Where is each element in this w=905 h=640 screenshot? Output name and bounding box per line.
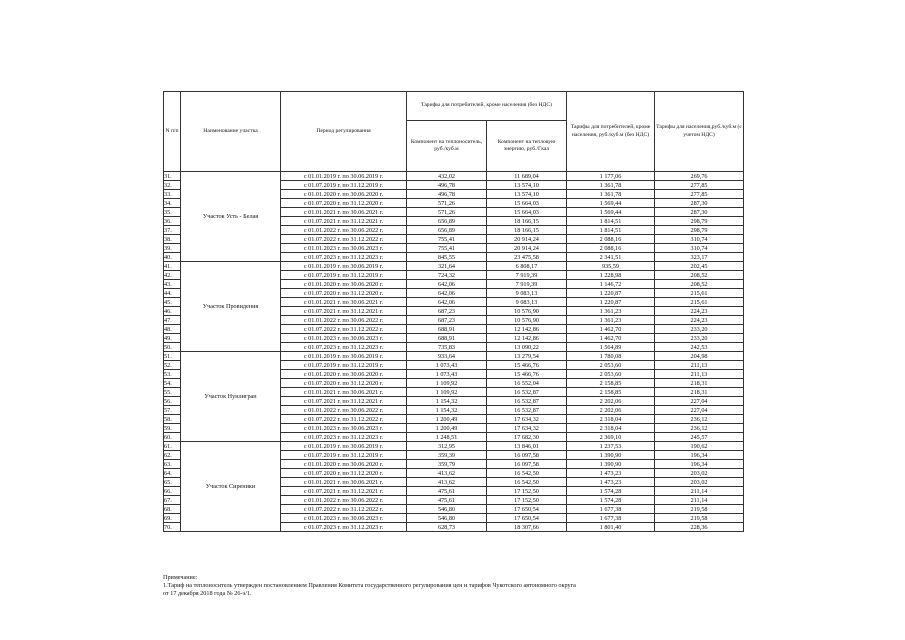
tariff-pop-cell: 269,76 <box>655 172 744 181</box>
component-carrier-cell: 1 109,92 <box>407 379 487 388</box>
header-group: Тарифы для потребителей, кроме населения (без НДС) <box>407 92 567 121</box>
tariff-pop-cell: 218,31 <box>655 388 744 397</box>
row-number: 66. <box>164 487 181 496</box>
component-carrier-cell: 359,39 <box>407 451 487 460</box>
component-carrier-cell: 656,89 <box>407 217 487 226</box>
component-carrier-cell: 642,06 <box>407 280 487 289</box>
row-number: 38. <box>164 235 181 244</box>
component-carrier-cell: 546,80 <box>407 514 487 523</box>
tariff-pop-cell: 298,79 <box>655 226 744 235</box>
tariff-pop-cell: 277,85 <box>655 190 744 199</box>
row-number: 35. <box>164 208 181 217</box>
row-number: 41. <box>164 262 181 271</box>
component-energy-cell: 17 650,54 <box>487 505 567 514</box>
tariff-table <box>163 91 744 532</box>
tariff-pop-cell: 203,02 <box>655 469 744 478</box>
tariff-pop-cell: 215,61 <box>655 289 744 298</box>
component-carrier-cell: 321,64 <box>407 262 487 271</box>
tariff-pop-cell: 196,34 <box>655 451 744 460</box>
component-carrier-cell: 496,78 <box>407 190 487 199</box>
tariff-pop-cell: 224,23 <box>655 307 744 316</box>
component-carrier-cell: 546,80 <box>407 505 487 514</box>
table-row <box>164 442 744 451</box>
header-row <box>164 92 744 121</box>
component-carrier-cell: 755,41 <box>407 235 487 244</box>
period-cell: с 01.07.2020 г. по 31.12.2020 г. <box>281 379 407 388</box>
component-carrier-cell: 642,06 <box>407 289 487 298</box>
row-number: 63. <box>164 460 181 469</box>
period-cell: с 01.01.2022 г. по 30.06.2022 г. <box>281 226 407 235</box>
component-energy-cell: 17 634,32 <box>487 424 567 433</box>
period-cell: с 01.07.2022 г. по 31.12.2022 г. <box>281 325 407 334</box>
period-cell: с 01.07.2023 г. по 31.12.2023 г. <box>281 523 407 532</box>
tariff-nonpop-cell: 1 574,28 <box>567 496 655 505</box>
period-cell: с 01.07.2019 г. по 31.12.2019 г. <box>281 271 407 280</box>
tariff-pop-cell: 208,52 <box>655 271 744 280</box>
tariff-nonpop-cell: 2 088,16 <box>567 244 655 253</box>
notes-line-1: 1.Тариф на теплоноситель утвержден постановлением Правления Комитета государственного регулирования цен и тарифов Чукотского автономного округа <box>163 582 576 589</box>
component-carrier-cell: 413,62 <box>407 478 487 487</box>
header-tariff-nonpop: Тарифы для потребителей, кроме населения, руб./куб.м (без НДС) <box>567 92 655 172</box>
period-cell: с 01.07.2021 г. по 31.12.2021 г. <box>281 217 407 226</box>
component-energy-cell: 11 689,04 <box>487 172 567 181</box>
component-energy-cell: 16 097,58 <box>487 460 567 469</box>
period-cell: с 01.01.2020 г. по 30.06.2020 г. <box>281 190 407 199</box>
component-energy-cell: 18 166,15 <box>487 217 567 226</box>
tariff-pop-cell: 236,12 <box>655 424 744 433</box>
row-number: 45. <box>164 298 181 307</box>
period-cell: с 01.01.2021 г. по 30.06.2021 г. <box>281 208 407 217</box>
tariff-nonpop-cell: 1 146,72 <box>567 280 655 289</box>
component-energy-cell: 13 846,01 <box>487 442 567 451</box>
component-energy-cell: 15 466,76 <box>487 361 567 370</box>
component-carrier-cell: 413,62 <box>407 469 487 478</box>
period-cell: с 01.01.2023 г. по 30.06.2023 г. <box>281 244 407 253</box>
section-name: Участок Нунлигран <box>181 352 281 442</box>
tariff-nonpop-cell: 1 814,51 <box>567 226 655 235</box>
tariff-nonpop-cell: 1 574,28 <box>567 487 655 496</box>
tariff-pop-cell: 277,85 <box>655 181 744 190</box>
component-energy-cell: 18 307,66 <box>487 523 567 532</box>
component-carrier-cell: 571,26 <box>407 199 487 208</box>
row-number: 61. <box>164 442 181 451</box>
notes-line-2: от 17 декабря 2018 года № 26-э/1. <box>163 590 252 597</box>
tariff-pop-cell: 208,52 <box>655 280 744 289</box>
tariff-nonpop-cell: 1 361,78 <box>567 181 655 190</box>
tariff-pop-cell: 227,04 <box>655 397 744 406</box>
component-carrier-cell: 1 154,32 <box>407 406 487 415</box>
component-carrier-cell: 628,73 <box>407 523 487 532</box>
component-energy-cell: 15 466,76 <box>487 370 567 379</box>
tariff-nonpop-cell: 1 237,53 <box>567 442 655 451</box>
component-energy-cell: 15 664,03 <box>487 208 567 217</box>
row-number: 67. <box>164 496 181 505</box>
section-name: Участок Провидения <box>181 262 281 352</box>
component-energy-cell: 13 574,10 <box>487 181 567 190</box>
notes-title: Примечание: <box>163 574 198 581</box>
row-number: 68. <box>164 505 181 514</box>
period-cell: с 01.01.2021 г. по 30.06.2021 г. <box>281 298 407 307</box>
tariff-nonpop-cell: 2 088,16 <box>567 235 655 244</box>
component-carrier-cell: 687,23 <box>407 316 487 325</box>
period-cell: с 01.01.2019 г. по 30.06.2019 г. <box>281 352 407 361</box>
component-energy-cell: 16 542,50 <box>487 478 567 487</box>
tariff-nonpop-cell: 1 361,23 <box>567 316 655 325</box>
table-row <box>164 352 744 361</box>
component-carrier-cell: 845,55 <box>407 253 487 262</box>
component-carrier-cell: 475,61 <box>407 496 487 505</box>
tariff-pop-cell: 219,58 <box>655 514 744 523</box>
period-cell: с 01.01.2020 г. по 30.06.2020 г. <box>281 280 407 289</box>
period-cell: с 01.01.2023 г. по 30.06.2023 г. <box>281 424 407 433</box>
tariff-nonpop-cell: 1 780,08 <box>567 352 655 361</box>
component-carrier-cell: 687,23 <box>407 307 487 316</box>
component-carrier-cell: 642,06 <box>407 298 487 307</box>
component-carrier-cell: 1 200,49 <box>407 424 487 433</box>
section-name: Участок Сиреники <box>181 442 281 532</box>
period-cell: с 01.07.2021 г. по 31.12.2021 г. <box>281 487 407 496</box>
tariff-nonpop-cell: 1 390,90 <box>567 460 655 469</box>
period-cell: с 01.07.2021 г. по 31.12.2021 г. <box>281 307 407 316</box>
period-cell: с 01.07.2019 г. по 31.12.2019 г. <box>281 181 407 190</box>
tariff-pop-cell: 287,30 <box>655 199 744 208</box>
tariff-nonpop-cell: 2 158,85 <box>567 388 655 397</box>
row-number: 37. <box>164 226 181 235</box>
component-energy-cell: 16 542,50 <box>487 469 567 478</box>
period-cell: с 01.07.2019 г. по 31.12.2019 г. <box>281 451 407 460</box>
component-energy-cell: 16 097,58 <box>487 451 567 460</box>
period-cell: с 01.01.2020 г. по 30.06.2020 г. <box>281 370 407 379</box>
tariff-nonpop-cell: 1 569,44 <box>567 199 655 208</box>
component-carrier-cell: 724,32 <box>407 271 487 280</box>
component-energy-cell: 9 083,13 <box>487 289 567 298</box>
tariff-nonpop-cell: 2 318,04 <box>567 424 655 433</box>
component-energy-cell: 16 552,04 <box>487 379 567 388</box>
tariff-pop-cell: 224,23 <box>655 316 744 325</box>
component-carrier-cell: 1 200,49 <box>407 415 487 424</box>
period-cell: с 01.01.2021 г. по 30.06.2021 г. <box>281 478 407 487</box>
row-number: 31. <box>164 172 181 181</box>
period-cell: с 01.07.2020 г. по 31.12.2020 г. <box>281 469 407 478</box>
component-energy-cell: 17 152,50 <box>487 487 567 496</box>
tariff-pop-cell: 211,14 <box>655 487 744 496</box>
tariff-pop-cell: 196,34 <box>655 460 744 469</box>
component-energy-cell: 20 914,24 <box>487 235 567 244</box>
component-energy-cell: 17 152,50 <box>487 496 567 505</box>
row-number: 65. <box>164 478 181 487</box>
row-number: 50. <box>164 343 181 352</box>
component-energy-cell: 13 090,22 <box>487 343 567 352</box>
period-cell: с 01.07.2023 г. по 31.12.2023 г. <box>281 343 407 352</box>
tariff-nonpop-cell: 2 158,85 <box>567 379 655 388</box>
tariff-pop-cell: 211,13 <box>655 370 744 379</box>
tariff-pop-cell: 233,20 <box>655 334 744 343</box>
component-carrier-cell: 475,61 <box>407 487 487 496</box>
row-number: 33. <box>164 190 181 199</box>
header-num: N п/п <box>164 92 181 172</box>
tariff-nonpop-cell: 1 569,44 <box>567 208 655 217</box>
period-cell: с 01.07.2023 г. по 31.12.2023 г. <box>281 433 407 442</box>
component-energy-cell: 13 574,10 <box>487 190 567 199</box>
component-carrier-cell: 1 073,43 <box>407 370 487 379</box>
header-period: Период регулирования <box>281 92 407 172</box>
component-energy-cell: 12 142,86 <box>487 334 567 343</box>
row-number: 59. <box>164 424 181 433</box>
tariff-nonpop-cell: 1 677,38 <box>567 514 655 523</box>
period-cell: с 01.01.2023 г. по 30.06.2023 г. <box>281 334 407 343</box>
period-cell: с 01.01.2019 г. по 30.06.2019 г. <box>281 172 407 181</box>
tariff-nonpop-cell: 1 361,78 <box>567 190 655 199</box>
period-cell: с 01.07.2020 г. по 31.12.2020 г. <box>281 289 407 298</box>
tariff-pop-cell: 242,53 <box>655 343 744 352</box>
tariff-nonpop-cell: 1 814,51 <box>567 217 655 226</box>
tariff-pop-cell: 211,13 <box>655 361 744 370</box>
component-energy-cell: 9 083,13 <box>487 298 567 307</box>
row-number: 36. <box>164 217 181 226</box>
row-number: 49. <box>164 334 181 343</box>
tariff-pop-cell: 310,74 <box>655 244 744 253</box>
component-carrier-cell: 1 109,92 <box>407 388 487 397</box>
period-cell: с 01.01.2019 г. по 30.06.2019 г. <box>281 442 407 451</box>
row-number: 60. <box>164 433 181 442</box>
component-carrier-cell: 312,95 <box>407 442 487 451</box>
tariff-pop-cell: 203,02 <box>655 478 744 487</box>
tariff-nonpop-cell: 2 341,51 <box>567 253 655 262</box>
row-number: 58. <box>164 415 181 424</box>
tariff-nonpop-cell: 1 801,40 <box>567 523 655 532</box>
component-carrier-cell: 933,64 <box>407 352 487 361</box>
tariff-pop-cell: 211,14 <box>655 496 744 505</box>
tariff-pop-cell: 323,17 <box>655 253 744 262</box>
tariff-nonpop-cell: 1 473,23 <box>567 478 655 487</box>
tariff-pop-cell: 204,98 <box>655 352 744 361</box>
row-number: 64. <box>164 469 181 478</box>
component-carrier-cell: 755,41 <box>407 244 487 253</box>
component-energy-cell: 10 576,90 <box>487 316 567 325</box>
period-cell: с 01.07.2022 г. по 31.12.2022 г. <box>281 235 407 244</box>
row-number: 54. <box>164 379 181 388</box>
row-number: 44. <box>164 289 181 298</box>
header-comp-energy: Компонент на тепловую энергию, руб./Гкал <box>487 121 567 172</box>
tariff-nonpop-cell: 1 390,90 <box>567 451 655 460</box>
row-number: 70. <box>164 523 181 532</box>
row-number: 56. <box>164 397 181 406</box>
tariff-nonpop-cell: 2 318,04 <box>567 415 655 424</box>
row-number: 42. <box>164 271 181 280</box>
component-energy-cell: 17 634,32 <box>487 415 567 424</box>
tariff-pop-cell: 233,20 <box>655 325 744 334</box>
notes <box>163 574 763 598</box>
component-energy-cell: 20 914,24 <box>487 244 567 253</box>
tariff-nonpop-cell: 2 369,10 <box>567 433 655 442</box>
component-carrier-cell: 1 248,51 <box>407 433 487 442</box>
period-cell: с 01.01.2021 г. по 30.06.2021 г. <box>281 388 407 397</box>
component-energy-cell: 16 532,87 <box>487 388 567 397</box>
tariff-pop-cell: 227,04 <box>655 406 744 415</box>
row-number: 43. <box>164 280 181 289</box>
component-energy-cell: 7 919,39 <box>487 280 567 289</box>
row-number: 39. <box>164 244 181 253</box>
tariff-pop-cell: 202,45 <box>655 262 744 271</box>
tariff-pop-cell: 245,57 <box>655 433 744 442</box>
tariff-nonpop-cell: 2 053,60 <box>567 370 655 379</box>
tariff-nonpop-cell: 1 677,38 <box>567 505 655 514</box>
row-number: 69. <box>164 514 181 523</box>
tariff-nonpop-cell: 2 053,60 <box>567 361 655 370</box>
row-number: 57. <box>164 406 181 415</box>
tariff-pop-cell: 228,36 <box>655 523 744 532</box>
component-energy-cell: 15 664,03 <box>487 199 567 208</box>
tariff-nonpop-cell: 2 202,06 <box>567 406 655 415</box>
tariff-pop-cell: 219,58 <box>655 505 744 514</box>
component-energy-cell: 17 682,30 <box>487 433 567 442</box>
tariff-nonpop-cell: 2 202,06 <box>567 397 655 406</box>
tariff-nonpop-cell: 1 220,87 <box>567 289 655 298</box>
component-carrier-cell: 496,78 <box>407 181 487 190</box>
tariff-nonpop-cell: 1 228,98 <box>567 271 655 280</box>
component-carrier-cell: 688,91 <box>407 334 487 343</box>
row-number: 48. <box>164 325 181 334</box>
period-cell: с 01.01.2023 г. по 30.06.2023 г. <box>281 514 407 523</box>
row-number: 52. <box>164 361 181 370</box>
row-number: 32. <box>164 181 181 190</box>
period-cell: с 01.01.2022 г. по 30.06.2022 г. <box>281 496 407 505</box>
component-energy-cell: 17 650,54 <box>487 514 567 523</box>
component-carrier-cell: 571,26 <box>407 208 487 217</box>
tariff-pop-cell: 218,31 <box>655 379 744 388</box>
tariff-nonpop-cell: 935,59 <box>567 262 655 271</box>
period-cell: с 01.07.2023 г. по 31.12.2023 г. <box>281 253 407 262</box>
component-energy-cell: 12 142,86 <box>487 325 567 334</box>
component-carrier-cell: 735,83 <box>407 343 487 352</box>
tariff-nonpop-cell: 1 473,23 <box>567 469 655 478</box>
component-carrier-cell: 1 073,43 <box>407 361 487 370</box>
tariff-pop-cell: 310,74 <box>655 235 744 244</box>
component-energy-cell: 23 475,58 <box>487 253 567 262</box>
tariff-nonpop-cell: 1 177,06 <box>567 172 655 181</box>
tariff-pop-cell: 298,79 <box>655 217 744 226</box>
tariff-nonpop-cell: 1 462,70 <box>567 325 655 334</box>
tariff-nonpop-cell: 1 220,87 <box>567 298 655 307</box>
component-energy-cell: 16 532,87 <box>487 397 567 406</box>
tariff-pop-cell: 190,62 <box>655 442 744 451</box>
period-cell: с 01.07.2020 г. по 31.12.2020 г. <box>281 199 407 208</box>
table-row <box>164 262 744 271</box>
row-number: 40. <box>164 253 181 262</box>
tariff-pop-cell: 236,12 <box>655 415 744 424</box>
component-energy-cell: 16 532,87 <box>487 406 567 415</box>
header-tariff-pop: Тарифы для населения,руб./куб.м (с учетом НДС) <box>655 92 744 172</box>
period-cell: с 01.01.2020 г. по 30.06.2020 г. <box>281 460 407 469</box>
row-number: 34. <box>164 199 181 208</box>
tariff-pop-cell: 215,61 <box>655 298 744 307</box>
component-energy-cell: 13 279,54 <box>487 352 567 361</box>
period-cell: с 01.07.2021 г. по 31.12.2021 г. <box>281 397 407 406</box>
header-section: Наименование участка <box>181 92 281 172</box>
period-cell: с 01.01.2022 г. по 30.06.2022 г. <box>281 406 407 415</box>
component-carrier-cell: 688,91 <box>407 325 487 334</box>
tariff-nonpop-cell: 1 361,23 <box>567 307 655 316</box>
row-number: 62. <box>164 451 181 460</box>
component-carrier-cell: 432,02 <box>407 172 487 181</box>
component-energy-cell: 6 808,17 <box>487 262 567 271</box>
component-carrier-cell: 359,79 <box>407 460 487 469</box>
row-number: 46. <box>164 307 181 316</box>
tariff-nonpop-cell: 1 462,70 <box>567 334 655 343</box>
row-number: 55. <box>164 388 181 397</box>
component-carrier-cell: 656,89 <box>407 226 487 235</box>
header-comp-carrier: Компонент на теплоноситель, руб./куб.м <box>407 121 487 172</box>
component-energy-cell: 7 919,39 <box>487 271 567 280</box>
period-cell: с 01.07.2022 г. по 31.12.2022 г. <box>281 415 407 424</box>
tariff-nonpop-cell: 1 564,89 <box>567 343 655 352</box>
period-cell: с 01.01.2022 г. по 30.06.2022 г. <box>281 316 407 325</box>
row-number: 53. <box>164 370 181 379</box>
table-body <box>164 172 744 532</box>
period-cell: с 01.01.2019 г. по 30.06.2019 г. <box>281 262 407 271</box>
tariff-pop-cell: 287,30 <box>655 208 744 217</box>
period-cell: с 01.07.2019 г. по 31.12.2019 г. <box>281 361 407 370</box>
component-carrier-cell: 1 154,32 <box>407 397 487 406</box>
period-cell: с 01.07.2022 г. по 31.12.2022 г. <box>281 505 407 514</box>
component-energy-cell: 10 576,90 <box>487 307 567 316</box>
component-energy-cell: 18 166,15 <box>487 226 567 235</box>
row-number: 51. <box>164 352 181 361</box>
table-row <box>164 172 744 181</box>
row-number: 47. <box>164 316 181 325</box>
section-name: Участок Усть - Белая <box>181 172 281 262</box>
